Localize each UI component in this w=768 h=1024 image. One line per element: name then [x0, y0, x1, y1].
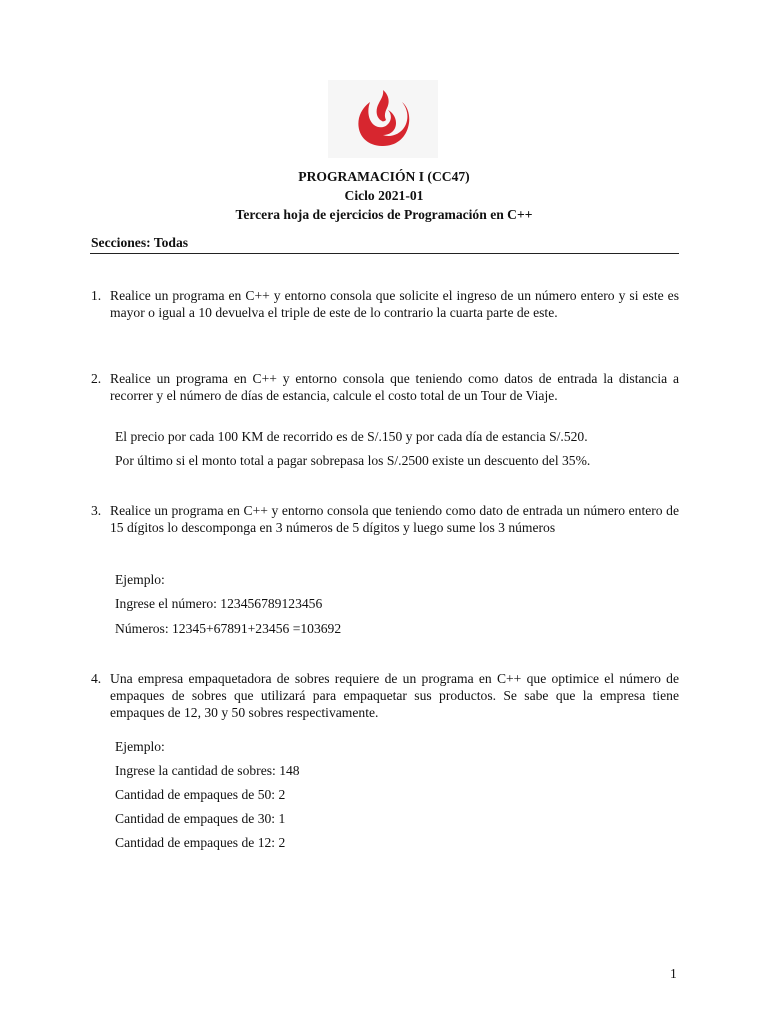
example-line: Cantidad de empaques de 50: 2 — [115, 787, 286, 802]
exercise-number: 2. — [91, 371, 102, 386]
course-title: PROGRAMACIÓN I (CC47) — [298, 169, 470, 184]
exercise-number: 3. — [91, 503, 102, 518]
exercise-number: 4. — [91, 671, 102, 686]
exercise-text: Una empresa empaquetadora de sobres requiere de un programa en C++ que optimice el número de empaques de sobres que utilizará para empaquetar sus productos. Se sabe que la empresa tiene empaques de 12, 30 y 50 sobres respectivamente. — [110, 671, 679, 720]
example-line: Cantidad de empaques de 30: 1 — [115, 811, 286, 826]
exercise-2 — [91, 370, 679, 404]
exercise-text: Realice un programa en C++ y entorno consola que teniendo como datos de entrada la distancia a recorrer y el número de días de estancia, calcule el costo total de un Tour de Viaje. — [110, 371, 679, 403]
sheet-title: Tercera hoja de ejercicios de Programación en C++ — [235, 207, 533, 222]
exercise-note: El precio por cada 100 KM de recorrido es de S/.150 y por cada día de estancia S/.520. — [115, 429, 588, 444]
exercise-text: Realice un programa en C++ y entorno consola que teniendo como dato de entrada un número entero de 15 dígitos lo descomponga en 3 números de 5 dígitos y luego sume los 3 números — [110, 503, 679, 535]
exercise-text: Realice un programa en C++ y entorno consola que solicite el ingreso de un número entero y si este es mayor o igual a 10 devuelva el triple de este de lo contrario la cuarta parte de este. — [110, 288, 679, 320]
exercise-note: Por último si el monto total a pagar sobrepasa los S/.2500 existe un descuento del 35%. — [115, 453, 591, 468]
example-line: Ejemplo: — [115, 572, 165, 587]
exercise-3 — [91, 502, 679, 536]
sections-label: Secciones: Todas — [91, 235, 189, 250]
exercise-4 — [91, 670, 679, 721]
example-line: Ingrese la cantidad de sobres: 148 — [115, 763, 300, 778]
cycle-label: Ciclo 2021-01 — [344, 188, 424, 203]
logo-area — [328, 80, 438, 158]
example-line: Cantidad de empaques de 12: 2 — [115, 835, 286, 850]
document-header — [0, 167, 768, 224]
example-line: Ejemplo: — [115, 739, 165, 754]
exercise-1 — [91, 287, 679, 321]
exercise-number: 1. — [91, 288, 102, 303]
example-line: Números: 12345+67891+23456 =103692 — [115, 621, 342, 636]
example-line: Ingrese el número: 123456789123456 — [115, 596, 323, 611]
page-number: 1 — [670, 966, 677, 981]
university-logo-icon — [356, 88, 410, 148]
header-divider — [90, 253, 679, 254]
